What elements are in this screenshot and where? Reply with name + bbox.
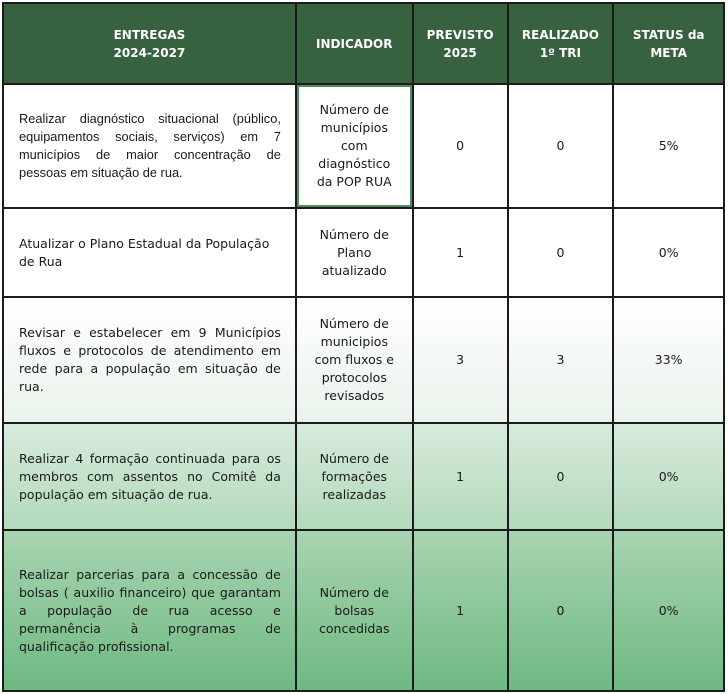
metas-table xyxy=(2,2,725,692)
status-cell: 0% xyxy=(613,423,724,530)
indicador-cell xyxy=(296,84,413,208)
indicador-line: Plano xyxy=(337,244,372,260)
indicador-line: protocolos xyxy=(321,369,387,385)
table-row xyxy=(3,423,724,530)
table-row xyxy=(3,530,724,691)
header-entregas xyxy=(3,3,296,84)
header-previsto-line: PREVISTO xyxy=(426,27,494,42)
previsto-cell: 1 xyxy=(413,423,508,530)
realizado-cell: 0 xyxy=(508,423,614,530)
header-entregas-period: 2024-2027 xyxy=(113,45,186,60)
entrega-cell: Revisar e estabelecer em 9 Municípios fluxos e protocolos de atendimento em rede para a população em situação de rua. xyxy=(3,297,296,423)
entrega-cell: Realizar parcerias para a concessão de bolsas ( auxilio financeiro) que garantam a população de rua acesso e permanência à programas de qualificação profissional. xyxy=(3,530,296,691)
realizado-cell: 0 xyxy=(508,208,614,296)
header-realizado-quarter: 1º TRI xyxy=(539,45,581,60)
indicador-line: Número de xyxy=(319,102,389,118)
previsto-cell: 1 xyxy=(413,530,508,691)
indicador-cell xyxy=(296,423,413,530)
header-status xyxy=(613,3,724,84)
previsto-cell: 0 xyxy=(413,84,508,208)
realizado-cell: 3 xyxy=(508,297,614,423)
indicador-line: Número de xyxy=(319,584,389,600)
header-previsto xyxy=(413,3,508,84)
header-indicador-line: INDICADOR xyxy=(316,36,393,51)
header-indicador xyxy=(296,3,413,84)
table-row xyxy=(3,208,724,296)
indicador-cell xyxy=(296,208,413,296)
entrega-cell: Realizar diagnóstico situacional (público, equipamentos sociais, serviços) em 7 municípios de maior concentração de pessoas em situação de rua. xyxy=(3,84,296,208)
header-realizado-line: REALIZADO xyxy=(521,27,599,42)
indicador-line: da POP RUA xyxy=(316,174,392,190)
header-previsto-year: 2025 xyxy=(443,45,477,60)
header-status-line2: META xyxy=(650,45,687,60)
indicador-line: realizadas xyxy=(322,486,387,502)
indicador-line: Número de xyxy=(319,226,389,242)
header-row xyxy=(3,3,724,84)
indicador-line: revisados xyxy=(324,387,385,403)
indicador-line: diagnóstico xyxy=(318,156,391,172)
indicador-cell xyxy=(296,530,413,691)
indicador-cell xyxy=(296,297,413,423)
realizado-cell: 0 xyxy=(508,84,614,208)
entrega-cell: Atualizar o Plano Estadual da População de Rua xyxy=(3,208,296,296)
indicador-line: municípios xyxy=(320,120,388,136)
indicador-line: municipios xyxy=(320,333,388,349)
indicador-line: com fluxos e xyxy=(314,351,394,367)
indicador-line: formações xyxy=(321,468,388,484)
indicador-line: concedidas xyxy=(319,620,390,636)
previsto-cell: 3 xyxy=(413,297,508,423)
header-entregas-line: ENTREGAS xyxy=(113,27,186,42)
header-status-line: STATUS da xyxy=(632,27,705,42)
indicador-line: com xyxy=(340,138,368,154)
indicador-line: Número de xyxy=(319,315,389,331)
indicador-line: atualizado xyxy=(321,262,387,278)
entrega-cell: Realizar 4 formação continuada para os membros com assentos no Comitê da população em situação de rua. xyxy=(3,423,296,530)
indicador-line: Número de xyxy=(319,450,389,466)
previsto-cell: 1 xyxy=(413,208,508,296)
table-row xyxy=(3,84,724,208)
indicador-line: bolsas xyxy=(334,602,375,618)
table-row xyxy=(3,297,724,423)
status-cell: 0% xyxy=(613,208,724,296)
realizado-cell: 0 xyxy=(508,530,614,691)
status-cell: 5% xyxy=(613,84,724,208)
header-realizado xyxy=(508,3,614,84)
status-cell: 33% xyxy=(613,297,724,423)
status-cell: 0% xyxy=(613,530,724,691)
